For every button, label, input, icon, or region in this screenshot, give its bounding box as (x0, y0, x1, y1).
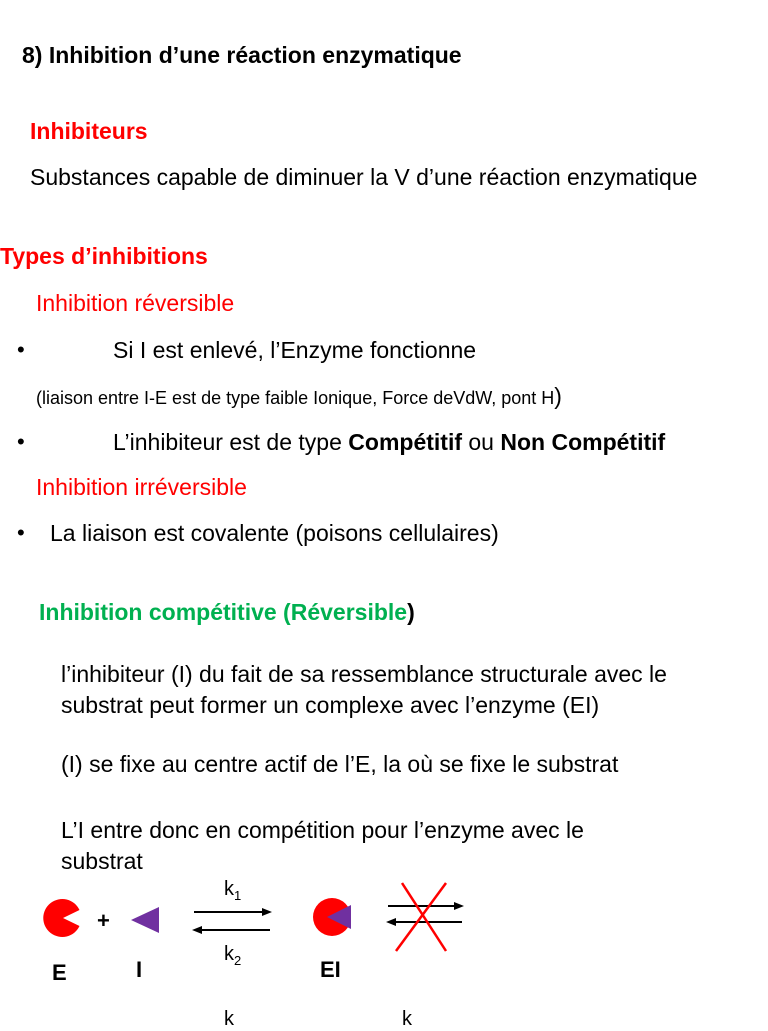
inhibitor-shape (131, 907, 159, 933)
types-heading: Types d’inhibitions (0, 243, 208, 269)
non-competitive-term: Non Compétitif (500, 429, 666, 455)
competitive-heading-close: ) (407, 599, 415, 625)
reversible-note-text: (liaison entre I-E est de type faible Ionique, Force deVdW, pont H (36, 388, 555, 408)
bullet-marker: • (17, 337, 25, 362)
bullet2-pre: L’inhibiteur est de type (113, 429, 349, 455)
enzyme-shape (43, 899, 79, 937)
plus-sign: + (97, 908, 110, 933)
reverse-arrow-head (192, 926, 202, 934)
blocked-arrow-head-2 (386, 918, 396, 926)
forward-arrow-head (262, 908, 272, 916)
competitive-paragraph-1: l’inhibiteur (I) du fait de sa ressemblance structurale avec le substrat peut former un complexe avec l’enzyme (EI) (61, 661, 667, 718)
label-e: E (52, 960, 67, 985)
bullet-marker: • (17, 520, 25, 545)
reversible-note-close: ) (554, 383, 562, 409)
reversible-bullet-1: Si I est enlevé, l’Enzyme fonctionne (113, 337, 477, 363)
reversible-heading: Inhibition réversible (36, 290, 235, 316)
k2-label: $k_2$ (224, 943, 242, 968)
k-bottom-right: k (402, 1008, 412, 1030)
inhibiteurs-definition: Substances capable de diminuer la V d’une réaction enzymatique (30, 164, 698, 190)
bullet2-mid: ou (462, 429, 501, 455)
label-i: I (136, 957, 143, 982)
bullet-marker: • (17, 429, 25, 454)
irreversible-heading: Inhibition irréversible (36, 474, 247, 500)
page-title: 8) Inhibition d’une réaction enzymatique (22, 42, 462, 68)
competitive-heading-text: Inhibition compétitive (Réversible (39, 599, 408, 625)
k1-label: $k_1$ (224, 878, 242, 903)
k-bottom-left: k (224, 1008, 234, 1030)
blocked-arrow-head-1 (454, 902, 464, 910)
inhibiteurs-heading: Inhibiteurs (30, 118, 148, 144)
label-ei: EI (320, 957, 341, 982)
competitive-paragraph-3: L’I entre donc en compétition pour l’enzyme avec le substrat (61, 817, 584, 874)
competitive-paragraph-2: (I) se fixe au centre actif de l’E, la où se fixe le substrat (61, 751, 619, 777)
irreversible-bullet: La liaison est covalente (poisons cellulaires) (50, 520, 499, 546)
competitive-term: Compétitif (348, 429, 462, 455)
